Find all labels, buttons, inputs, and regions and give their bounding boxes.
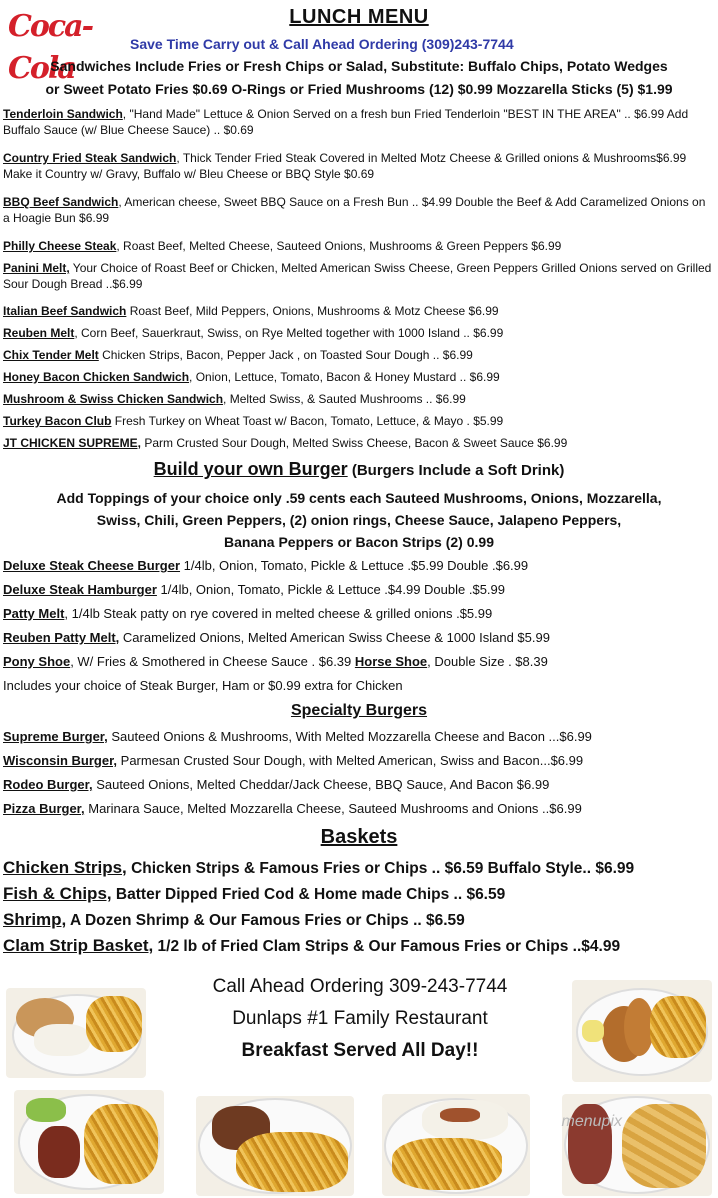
- intro-line-2: or Sweet Potato Fries $0.69 O-Rings or Fried Mushrooms (12) $0.99 Mozzarella Sticks (5) $1.99: [45, 81, 673, 97]
- menu-item-sandwich: BBQ Beef Sandwich, American cheese, Sweet BBQ Sauce on a Fresh Bun .. $4.99 Double the Beef & Add Caramelized Onions on a Hoagie Bun $6.99: [3, 195, 706, 225]
- chicken-strips-photo: [14, 1090, 164, 1194]
- menu-item-sandwich: Panini Melt, Your Choice of Roast Beef or Chicken, Melted American Swiss Cheese, Green Peppers Grilled Onions served on Grilled Sour Dough Bread ..$6.99: [3, 261, 712, 291]
- menu-item-specialty: Wisconsin Burger, Parmesan Crusted Sour Dough, with Melted American, Swiss and Bacon...$6.99: [3, 753, 584, 768]
- club-sandwich-photo: [562, 1094, 712, 1196]
- menu-item-sandwich: Honey Bacon Chicken Sandwich, Onion, Lettuce, Tomato, Bacon & Honey Mustard .. $6.99: [3, 370, 500, 384]
- pizza-burger-photo: [382, 1094, 530, 1196]
- burger-note: Includes your choice of Steak Burger, Ham or $0.99 extra for Chicken: [3, 678, 403, 693]
- menu-item-basket: Fish & Chips, Batter Dipped Fried Cod & Home made Chips .. $6.59: [3, 884, 506, 903]
- toppings-line-1: Add Toppings of your choice only .59 cents each Sauteed Mushrooms, Onions, Mozzarella,: [56, 490, 662, 506]
- menu-item-burger: Reuben Patty Melt, Caramelized Onions, Melted American Swiss Cheese & 1000 Island $5.99: [3, 630, 550, 645]
- menu-item-sandwich: Country Fried Steak Sandwich, Thick Tender Fried Steak Covered in Melted Motz Cheese & Grilled onions & Mushrooms$6.99 Make it Country w/ Gravy, Buffalo w/ Bleu Cheese or BBQ Style $0.69: [3, 151, 687, 181]
- menu-item-specialty: Rodeo Burger, Sauteed Onions, Melted Cheddar/Jack Cheese, BBQ Sauce, And Bacon $6.99: [3, 777, 550, 792]
- baskets-heading: Baskets: [320, 826, 398, 848]
- intro-line-1: Sandwiches Include Fries or Fresh Chips or Salad, Substitute: Buffalo Chips, Potato Wedges: [50, 58, 668, 74]
- shoe-platter-photo: [196, 1096, 354, 1196]
- menu-item-burger: Deluxe Steak Hamburger 1/4lb, Onion, Tomato, Pickle & Lettuce .$4.99 Double .$5.99: [3, 582, 505, 597]
- fish-and-chips-photo: [572, 980, 712, 1082]
- menu-item-burger: Pony Shoe, W/ Fries & Smothered in Cheese Sauce . $6.39 Horse Shoe, Double Size . $8.39: [3, 654, 548, 669]
- menu-item-sandwich: Italian Beef Sandwich Roast Beef, Mild Peppers, Onions, Mushrooms & Motz Cheese $6.99: [3, 304, 499, 318]
- menu-item-sandwich: Tenderloin Sandwich, "Hand Made" Lettuce & Onion Served on a fresh bun Fried Tenderloin "BEST IN THE AREA" .. $6.99 Add Buffalo Sauce (w/ Blue Cheese Sauce) .. $0.69: [3, 107, 689, 137]
- footer-phone: Call Ahead Ordering 309-243-7744: [212, 976, 508, 997]
- footer-breakfast: Breakfast Served All Day!!: [241, 1040, 479, 1061]
- specialty-heading: Specialty Burgers: [290, 702, 428, 719]
- burger-section-heading: Build your own Burger (Burgers Include a Soft Drink): [153, 459, 565, 479]
- menu-item-sandwich: Reuben Melt, Corn Beef, Sauerkraut, Swiss, on Rye Melted together with 1000 Island .. $6.99: [3, 326, 504, 340]
- menu-item-sandwich: JT CHICKEN SUPREME, Parm Crusted Sour Dough, Melted Swiss Cheese, Bacon & Sweet Sauce $6.99: [3, 436, 568, 450]
- menu-item-basket: Shrimp, A Dozen Shrimp & Our Famous Fries or Chips .. $6.59: [3, 910, 465, 929]
- burger-photo: [6, 988, 146, 1078]
- menu-item-sandwich: Turkey Bacon Club Fresh Turkey on Wheat Toast w/ Bacon, Tomato, Lettuce, & Mayo . $5.99: [3, 414, 504, 428]
- menu-item-specialty: Pizza Burger, Marinara Sauce, Melted Mozzarella Cheese, Sauteed Mushrooms and Onions ..$6.99: [3, 801, 582, 816]
- coca-cola-logo: Coca-Cola: [8, 9, 93, 86]
- page-title: LUNCH MENU: [289, 6, 429, 28]
- menu-item-sandwich: Mushroom & Swiss Chicken Sandwich, Melted Swiss, & Sauted Mushrooms .. $6.99: [3, 392, 466, 406]
- menu-item-specialty: Supreme Burger, Sauteed Onions & Mushrooms, With Melted Mozzarella Cheese and Bacon ...$6.99: [3, 729, 592, 744]
- watermark: menupix: [561, 1113, 622, 1130]
- toppings-line-2: Swiss, Chili, Green Peppers, (2) onion rings, Cheese Sauce, Jalapeno Peppers,: [96, 512, 622, 528]
- menu-item-burger: Patty Melt, 1/4lb Steak patty on rye covered in melted cheese & grilled onions .$5.99: [3, 606, 493, 621]
- menu-item-basket: Clam Strip Basket, 1/2 lb of Fried Clam Strips & Our Famous Fries or Chips ..$4.99: [3, 936, 621, 955]
- menu-item-sandwich: Chix Tender Melt Chicken Strips, Bacon, Pepper Jack , on Toasted Sour Dough .. $6.99: [3, 348, 473, 362]
- menu-item-sandwich: Philly Cheese Steak, Roast Beef, Melted Cheese, Sauteed Onions, Mushrooms & Green Peppers $6.99: [3, 239, 562, 253]
- menu-item-basket: Chicken Strips, Chicken Strips & Famous Fries or Chips .. $6.59 Buffalo Style.. $6.99: [3, 858, 635, 877]
- carry-out-notice: Save Time Carry out & Call Ahead Ordering (309)243-7744: [130, 36, 514, 52]
- toppings-line-3: Banana Peppers or Bacon Strips (2) 0.99: [224, 534, 494, 550]
- menu-item-burger: Deluxe Steak Cheese Burger 1/4lb, Onion, Tomato, Pickle & Lettuce .$5.99 Double .$6.99: [3, 558, 529, 573]
- footer-restaurant-name: Dunlaps #1 Family Restaurant: [232, 1008, 488, 1029]
